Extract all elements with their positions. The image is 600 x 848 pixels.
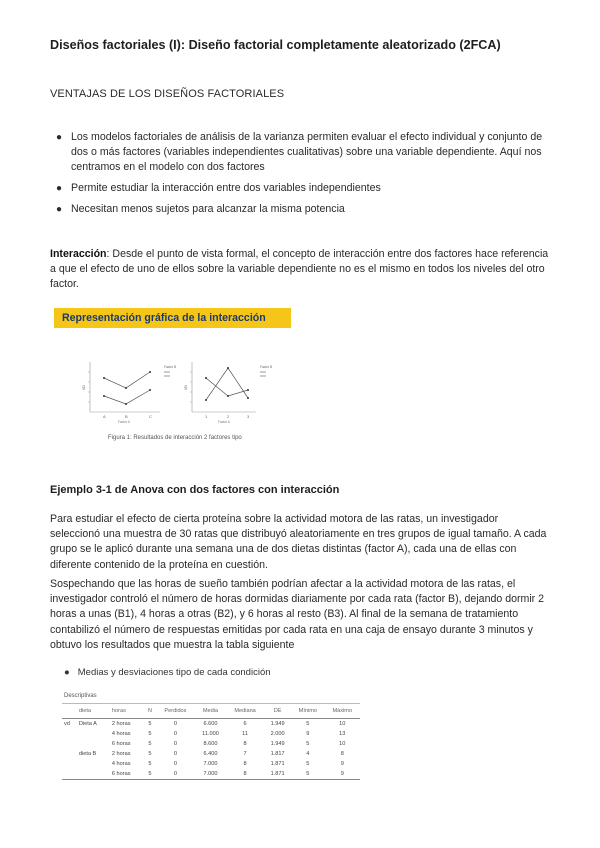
table-cell: 5 bbox=[144, 769, 156, 780]
table-row bbox=[62, 739, 360, 749]
document-title: Diseños factoriales (I): Diseño factorial completamente aleatorizado (2FCA) bbox=[50, 38, 501, 52]
table-cell: 8 bbox=[243, 761, 247, 767]
table-cell bbox=[77, 739, 110, 749]
column-header: DE bbox=[264, 704, 291, 719]
table-cell bbox=[62, 749, 77, 759]
table-cell: 6 horas bbox=[110, 769, 144, 780]
table-cell: 7.000 bbox=[203, 761, 218, 767]
left-x-label: Factor A bbox=[118, 420, 130, 424]
column-header: horas bbox=[110, 704, 144, 719]
table-cell: 1.871 bbox=[264, 769, 291, 780]
advantages-list bbox=[50, 130, 555, 223]
table-cell: Dieta A bbox=[78, 721, 97, 727]
interaction-term: Interacción bbox=[50, 248, 107, 260]
example-paragraph-1: Para estudiar el efecto de cierta proteína sobre la actividad motora de las ratas, un investigador seleccionó una muestra de 30 ratas que distribuyó aleatoriamente en tres grupos de igual tamaño. A cada grupo se le aplicó durante una semana una de dos dietas distintas (factor A), cada una de ellas con diferente contenido de la proteína en cuestión. bbox=[50, 513, 547, 571]
figure-banner: Representación gráfica de la interacción bbox=[54, 308, 291, 328]
table-cell bbox=[62, 769, 77, 780]
table-cell bbox=[77, 759, 110, 769]
right-legend-title: Factor B bbox=[260, 365, 273, 369]
list-item bbox=[50, 181, 555, 196]
table-cell: 10 bbox=[339, 741, 346, 747]
interaction-figure bbox=[80, 356, 280, 432]
table-header-row bbox=[62, 704, 360, 719]
table-cell: 0 bbox=[173, 731, 177, 737]
table-cell: 5 bbox=[306, 721, 310, 727]
table-cell: 5 bbox=[148, 721, 152, 727]
table-cell bbox=[62, 739, 77, 749]
table-cell: 4 bbox=[306, 751, 310, 757]
table-cell: 1.817 bbox=[270, 751, 285, 757]
table-cell: 5 bbox=[148, 731, 152, 737]
list-item bbox=[50, 130, 555, 175]
table-cell: 0 bbox=[156, 769, 195, 780]
table-cell: vd bbox=[64, 721, 70, 727]
list-item-text: Necesitan menos sujetos para alcanzar la misma potencia bbox=[71, 203, 345, 215]
bullet-icon: ● bbox=[56, 204, 63, 215]
table-cell: 6 bbox=[243, 721, 247, 727]
table-cell: 5 bbox=[306, 761, 310, 767]
column-header: Mínimo bbox=[291, 704, 324, 719]
table-cell: 6.600 bbox=[203, 721, 218, 727]
table-cell: 8.600 bbox=[203, 741, 218, 747]
table-row bbox=[62, 759, 360, 769]
list-item-text: Permite estudiar la interacción entre dos variables independientes bbox=[71, 182, 381, 194]
table-cell: 2 horas bbox=[111, 721, 131, 727]
table-cell: 8 bbox=[243, 741, 247, 747]
table-cell: 1.871 bbox=[270, 761, 285, 767]
table-cell: 4 horas bbox=[111, 731, 131, 737]
table-cell: 7 bbox=[243, 751, 247, 757]
table-cell: 7.000 bbox=[195, 769, 226, 780]
table-cell bbox=[62, 729, 77, 739]
right-plot bbox=[184, 362, 272, 424]
left-y-label: VD bbox=[82, 385, 86, 390]
left-series-2 bbox=[104, 390, 150, 404]
list-item-text: Los modelos factoriales de análisis de la varianza permiten evaluar el efecto individual y conjunto de dos o más factores (variables independientes cualitativas) sobre una variable dependiente. Aquí nos centramos en el modelo con dos factores bbox=[71, 131, 543, 173]
table-row bbox=[62, 719, 360, 730]
left-tick-label: C bbox=[149, 414, 152, 419]
descriptives-table bbox=[62, 703, 360, 780]
section-heading: VENTAJAS DE LOS DISEÑOS FACTORIALES bbox=[50, 88, 285, 100]
left-tick-label: A bbox=[103, 414, 106, 419]
table-cell: 1.949 bbox=[270, 741, 285, 747]
right-x-label: Factor A bbox=[218, 420, 230, 424]
table-cell: 0 bbox=[173, 751, 177, 757]
column-header bbox=[62, 704, 77, 719]
table-cell: 13 bbox=[339, 731, 346, 737]
table-cell: 0 bbox=[173, 761, 177, 767]
right-tick-label: 2 bbox=[227, 414, 230, 419]
table-cell: 9 bbox=[340, 761, 344, 767]
table-caption bbox=[64, 667, 271, 678]
table-cell: 8 bbox=[340, 751, 344, 757]
table-label: Descriptivas bbox=[64, 693, 97, 699]
right-tick-label: 3 bbox=[247, 414, 250, 419]
column-header: Mediana bbox=[226, 704, 264, 719]
table-cell: 0 bbox=[173, 721, 177, 727]
table-row bbox=[62, 749, 360, 759]
example-paragraph-2: Sospechando que las horas de sueño también podrían afectar a la actividad motora de las ratas, el investigador controló el número de horas dormidas diariamente por cada rata (factor B), dejando dormir 2 horas a unas (B1), 4 horas a otras (B2), y 6 horas al resto (B3). Al final de la semana de tratamiento contabilizó el número de respuestas emitidas por cada rata en una caja de ensayo durante 3 minutos y obtuvo los resultados que muestra la tabla siguiente bbox=[50, 578, 545, 651]
bullet-icon: ● bbox=[56, 132, 63, 143]
column-header: N bbox=[144, 704, 156, 719]
interaction-paragraph bbox=[50, 247, 550, 293]
table-cell: 2 horas bbox=[111, 751, 131, 757]
table-cell bbox=[62, 759, 77, 769]
right-y-label: VD bbox=[184, 385, 188, 390]
left-plot bbox=[82, 362, 176, 424]
table-cell: 6.400 bbox=[203, 751, 218, 757]
table-caption-text: Medias y desviaciones tipo de cada condición bbox=[77, 667, 271, 678]
table-cell: 5 bbox=[306, 741, 310, 747]
table-cell: 5 bbox=[148, 761, 152, 767]
table-cell: dieta B bbox=[78, 751, 97, 757]
left-legend-title: Factor B bbox=[164, 365, 177, 369]
table-cell bbox=[77, 769, 110, 780]
column-header: Perdidos bbox=[156, 704, 195, 719]
left-tick-label: B bbox=[125, 414, 128, 419]
table-cell: 11 bbox=[242, 731, 248, 737]
column-header: Máximo bbox=[325, 704, 360, 719]
table-cell: 5 bbox=[291, 769, 324, 780]
bullet-icon: ● bbox=[64, 667, 70, 678]
table-cell: 9 bbox=[306, 731, 310, 737]
column-header: dieta bbox=[77, 704, 110, 719]
interaction-text: : Desde el punto de vista formal, el concepto de interacción entre dos factores hace referencia a que el efecto de uno de ellos sobre la variable dependiente no es el mismo en todos los niveles del otro factor. bbox=[50, 248, 549, 291]
bullet-icon: ● bbox=[56, 183, 63, 194]
table-cell: 9 bbox=[325, 769, 360, 780]
table-cell bbox=[77, 729, 110, 739]
table-cell: 4 horas bbox=[111, 761, 131, 767]
table-cell: 0 bbox=[173, 741, 177, 747]
table-cell: 5 bbox=[148, 751, 152, 757]
figure-caption: Figura 1: Resultados de interacción 2 factores tipo bbox=[108, 435, 242, 441]
table-cell: 5 bbox=[148, 741, 152, 747]
table-cell: 10 bbox=[339, 721, 346, 727]
table-row bbox=[62, 769, 360, 780]
list-item bbox=[50, 202, 555, 217]
example-heading: Ejemplo 3-1 de Anova con dos factores con interacción bbox=[50, 484, 340, 496]
column-header: Media bbox=[195, 704, 226, 719]
table-cell: 8 bbox=[226, 769, 264, 780]
table-cell: 6 horas bbox=[111, 741, 131, 747]
left-series-1 bbox=[104, 372, 150, 388]
right-series-2 bbox=[206, 378, 248, 396]
right-tick-label: 1 bbox=[205, 414, 208, 419]
table-row bbox=[62, 729, 360, 739]
table-cell: 1.949 bbox=[270, 721, 285, 727]
table-cell: 2.000 bbox=[270, 731, 285, 737]
table-cell: 11.000 bbox=[202, 731, 219, 737]
